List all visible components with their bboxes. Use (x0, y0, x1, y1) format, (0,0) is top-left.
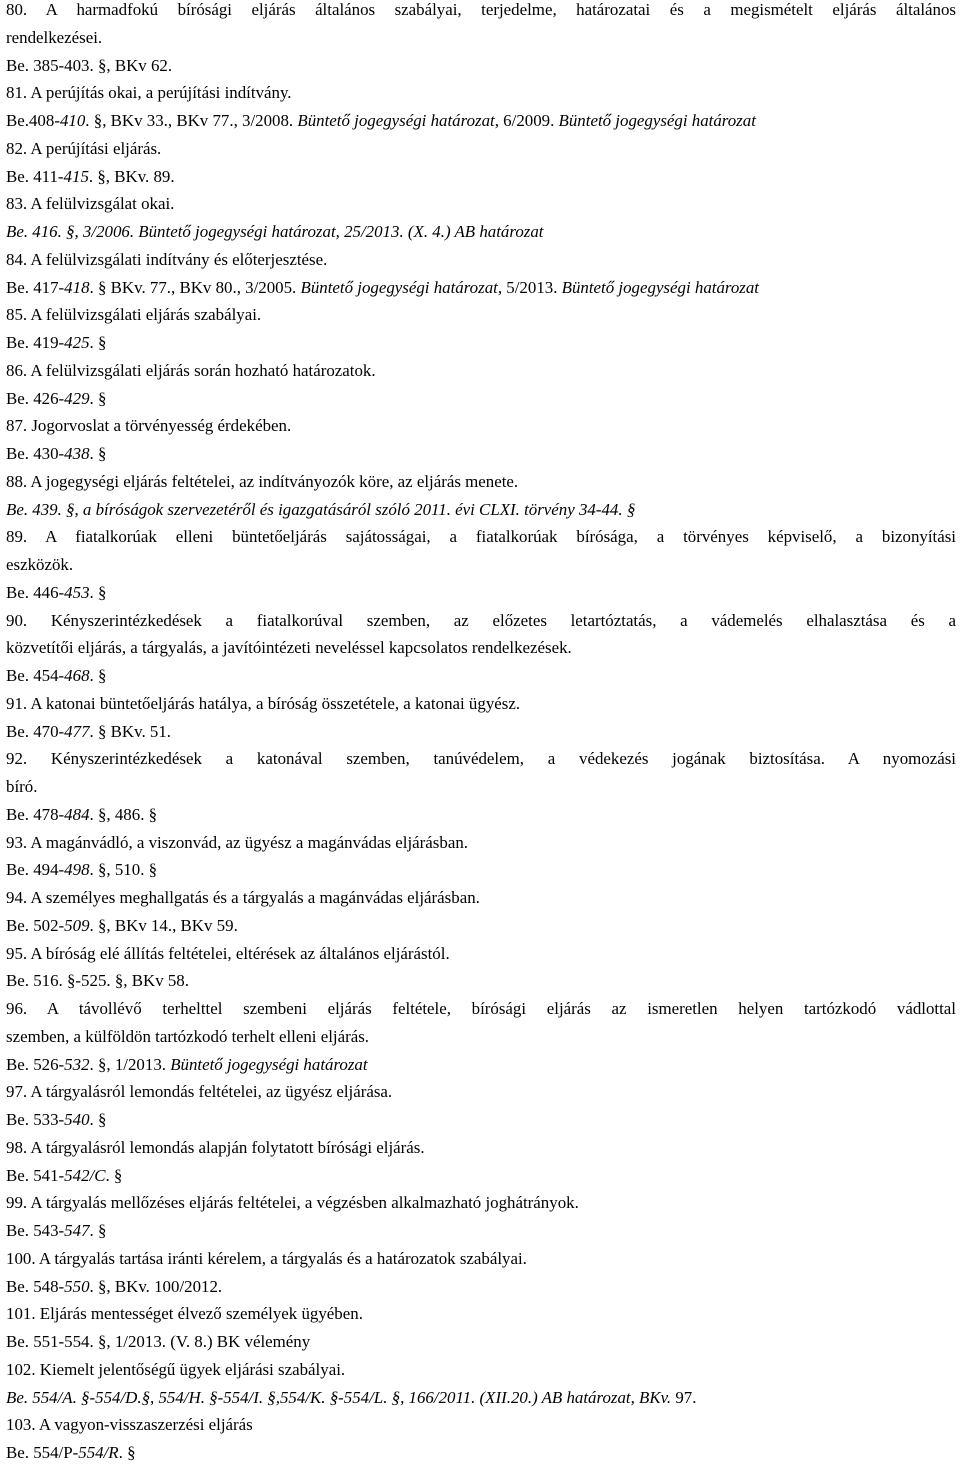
text-segment: , 6/2009. (494, 111, 559, 130)
text-segment: . §, BKv 14., BKv 59. (89, 915, 238, 935)
text-segment: 418 (64, 277, 90, 297)
text-line (6, 1027, 956, 1047)
text-segment: Be. 554/A. §-554/D.§, 554/H. §-554/I. §,554/K. §-554/L. §, 166/2011. (XII.20.) AB határozat, BKv. (6, 1387, 672, 1407)
text-line (6, 444, 956, 464)
text-line (6, 139, 956, 159)
text-segment: Be. 411- (6, 166, 64, 186)
text-line (6, 1332, 956, 1352)
text-segment: Be. 446- (6, 582, 65, 602)
text-segment: Be. 541- (6, 1165, 65, 1185)
text-line (6, 1110, 956, 1130)
text-segment: Be. 470- (6, 721, 65, 741)
text-line (6, 28, 956, 48)
text-line (6, 1249, 956, 1269)
text-line (6, 666, 956, 686)
text-segment: 92. Kényszerintézkedések a katonával szemben, tanúvédelem, a védekezés jogának biztosítása. A nyomozási (6, 749, 956, 769)
text-line (6, 83, 956, 103)
text-segment: 540 (64, 1110, 90, 1129)
text-segment: 101. Eljárás mentességet élvező személyek ügyében. (6, 1304, 363, 1324)
text-line (6, 1193, 956, 1213)
text-segment: . § (89, 1221, 107, 1240)
text-line (6, 611, 956, 631)
text-segment: közvetítői eljárás, a tárgyalás, a javítóintézeti neveléssel kapcsolatos rendelkezések. (6, 638, 572, 658)
text-segment: Büntető jogegységi határozat (558, 111, 756, 130)
text-segment: Be. 494- (6, 860, 65, 880)
text-segment: Be. 554/P- (6, 1443, 79, 1462)
text-segment: Büntető jogegységi határozat (297, 111, 495, 130)
text-segment: 97. A tárgyalásról lemondás feltételei, az ügyész eljárása. (6, 1082, 393, 1102)
text-segment: Büntető jogegységi határozat (170, 1054, 368, 1074)
text-segment: Be. 502- (6, 915, 65, 935)
text-line (6, 0, 956, 20)
text-segment: . § (89, 1110, 107, 1129)
text-line (6, 749, 956, 769)
text-segment: . § (89, 333, 107, 352)
text-segment: . § (118, 1443, 136, 1462)
text-line (6, 472, 956, 492)
text-segment: Be. 516. §-525. §, BKv 58. (6, 971, 189, 991)
text-line (6, 1360, 956, 1380)
text-segment: bíró. (6, 777, 38, 796)
text-line (6, 194, 956, 214)
text-line (6, 250, 956, 270)
text-segment: 103. A vagyon-visszaszerzési eljárás (6, 1415, 253, 1435)
text-line (6, 860, 956, 880)
text-line (6, 111, 956, 131)
text-segment: 90. Kényszerintézkedések a fiatalkorúval szemben, az előzetes letartóztatás, a vádemelés elhalasztása és a (6, 610, 956, 630)
text-line (6, 167, 956, 187)
text-segment: 91. A katonai büntetőeljárás hatálya, a bíróság összetétele, a katonai ügyész. (6, 693, 521, 713)
text-segment: 100. A tárgyalás tartása iránti kérelem, a tárgyalás és a határozatok szabályai. (6, 1248, 527, 1268)
text-segment: 96. A távollévő terhelttel szembeni eljárás feltétele, bírósági eljárás az ismeretlen helyen tartózkodó vádlottal (6, 999, 956, 1018)
text-segment: 415 (63, 166, 89, 186)
text-segment: Be. 454- (6, 666, 65, 685)
text-line (6, 278, 956, 298)
text-segment: Be. 533- (6, 1110, 65, 1129)
text-line (6, 638, 956, 658)
text-segment: Be. 548- (6, 1276, 65, 1296)
text-segment: 542/C (64, 1165, 106, 1185)
text-line (6, 389, 956, 409)
text-segment: 94. A személyes meghallgatás és a tárgyalás a magánvádas eljárásban. (6, 888, 480, 907)
text-segment: 509 (64, 915, 90, 935)
text-segment: szemben, a külföldön tartózkodó terhelt elleni eljárás. (6, 1026, 370, 1046)
text-segment: Büntető jogegységi határozat (300, 277, 498, 297)
text-segment: 84. A felülvizsgálati indítvány és előterjesztése. (6, 249, 328, 269)
text-segment: . § BKv. 77., BKv 80., 3/2005. (89, 277, 301, 297)
text-segment: 429 (64, 388, 90, 408)
text-segment: 80. A harmadfokú bírósági eljárás általános szabályai, terjedelme, határozatai és a megismételt eljárás általános (6, 0, 956, 19)
text-segment: 81. A perújítás okai, a perújítási indítvány. (6, 83, 292, 103)
text-segment: Be. 439. §, a bíróságok szervezetéről és igazgatásáról szóló 2011. évi CLXI. törvény 34-44. § (6, 499, 636, 519)
text-segment: . § (105, 1165, 123, 1185)
text-segment: 484 (64, 804, 90, 824)
text-segment: , 25/2013. (X. 4.) AB határozat (335, 222, 544, 241)
text-line (6, 555, 956, 575)
text-segment: eszközök. (6, 555, 74, 574)
text-line (6, 333, 956, 353)
text-segment: . §, BKv. 89. (88, 166, 175, 186)
text-segment: 453 (64, 582, 90, 602)
text-segment: 83. A felülvizsgálat okai. (6, 194, 175, 214)
text-segment: Be. 416. §, 3/2006. (6, 222, 139, 241)
text-segment: 93. A magánvádló, a viszonvád, az ügyész a magánvádas eljárásban. (6, 832, 468, 852)
text-line (6, 1443, 956, 1463)
text-segment: 102. Kiemelt jelentőségű ügyek eljárási szabályai. (6, 1359, 346, 1379)
text-segment: . §, 1/2013. (89, 1054, 171, 1074)
text-line (6, 805, 956, 825)
text-segment: . § (89, 666, 107, 685)
text-segment: . §, 486. § (89, 804, 158, 824)
text-segment: 97. (671, 1387, 697, 1407)
text-segment: 532 (64, 1054, 90, 1074)
text-segment: 88. A jogegységi eljárás feltételei, az indítványozók köre, az eljárás menete. (6, 471, 519, 491)
text-line (6, 1082, 956, 1102)
text-line (6, 527, 956, 547)
text-line (6, 500, 956, 520)
text-segment: 410 (59, 111, 86, 130)
text-line (6, 694, 956, 714)
text-line (6, 1415, 956, 1435)
text-line (6, 1304, 956, 1324)
text-segment: Be. 419- (6, 333, 65, 352)
text-line (6, 222, 956, 242)
text-segment: 87. Jogorvoslat a törvényesség érdekében. (6, 416, 292, 436)
text-segment: 468 (64, 666, 90, 685)
text-segment: 99. A tárgyalás mellőzéses eljárás feltételei, a végzésben alkalmazható joghátrányok. (6, 1193, 579, 1213)
text-line (6, 361, 956, 381)
text-line (6, 1166, 956, 1186)
text-line (6, 305, 956, 325)
text-line (6, 999, 956, 1019)
text-segment: . §, 510. § (89, 860, 158, 880)
text-line (6, 1138, 956, 1158)
text-line (6, 944, 956, 964)
text-line (6, 1388, 956, 1408)
text-line (6, 1055, 956, 1075)
text-segment: , 5/2013. (497, 277, 562, 297)
text-segment: Be. 478- (6, 804, 65, 824)
text-segment: 498 (64, 860, 90, 880)
text-segment: Be. 426- (6, 388, 65, 408)
text-segment: Be. 551-554. §, 1/2013. (V. 8.) BK vélemény (6, 1332, 311, 1351)
text-segment: Be. 543- (6, 1221, 65, 1240)
text-segment: 550 (64, 1276, 90, 1296)
text-segment: 85. A felülvizsgálati eljárás szabályai. (6, 305, 262, 325)
text-segment: Be. 526- (6, 1054, 65, 1074)
text-line (6, 1277, 956, 1297)
text-segment: 89. A fiatalkorúak elleni büntetőeljárás sajátosságai, a fiatalkorúak bírósága, a törvényes képviselő, a bizonyítási (6, 527, 956, 547)
text-line (6, 916, 956, 936)
text-segment: 95. A bíróság elé állítás feltételei, eltérések az általános eljárástól. (6, 943, 450, 963)
text-line (6, 777, 956, 797)
text-segment: Be. 385-403. §, BKv 62. (6, 55, 173, 75)
text-segment: Be. 430- (6, 444, 65, 463)
text-segment: . § (89, 444, 107, 463)
text-segment: 425 (64, 333, 90, 352)
text-segment: 547 (64, 1221, 90, 1240)
text-line (6, 971, 956, 991)
text-line (6, 888, 956, 908)
text-segment: 86. A felülvizsgálati eljárás során hozható határozatok. (6, 360, 376, 380)
text-segment: 82. A perújítási eljárás. (6, 138, 162, 158)
text-segment: Be.408- (6, 111, 60, 130)
text-line (6, 416, 956, 436)
text-line (6, 833, 956, 853)
text-line (6, 583, 956, 603)
text-segment: Be. 417- (6, 277, 65, 297)
text-segment: . § BKv. 51. (89, 721, 171, 741)
text-line (6, 56, 956, 76)
text-segment: 438 (64, 444, 90, 463)
text-segment: 554/R (78, 1443, 119, 1462)
text-segment: . § (89, 582, 107, 602)
text-segment: Büntető jogegységi határozat (561, 277, 759, 297)
text-segment: . § (89, 388, 107, 408)
text-segment: rendelkezései. (6, 27, 103, 47)
text-segment: 98. A tárgyalásról lemondás alapján folytatott bírósági eljárás. (6, 1137, 425, 1157)
text-line (6, 722, 956, 742)
text-segment: 477 (64, 721, 90, 741)
text-segment: . §, BKv 33., BKv 77., 3/2008. (85, 111, 298, 130)
text-segment: Büntető jogegységi határozat (138, 222, 336, 241)
text-line (6, 1221, 956, 1241)
text-segment: . §, BKv. 100/2012. (89, 1276, 223, 1296)
